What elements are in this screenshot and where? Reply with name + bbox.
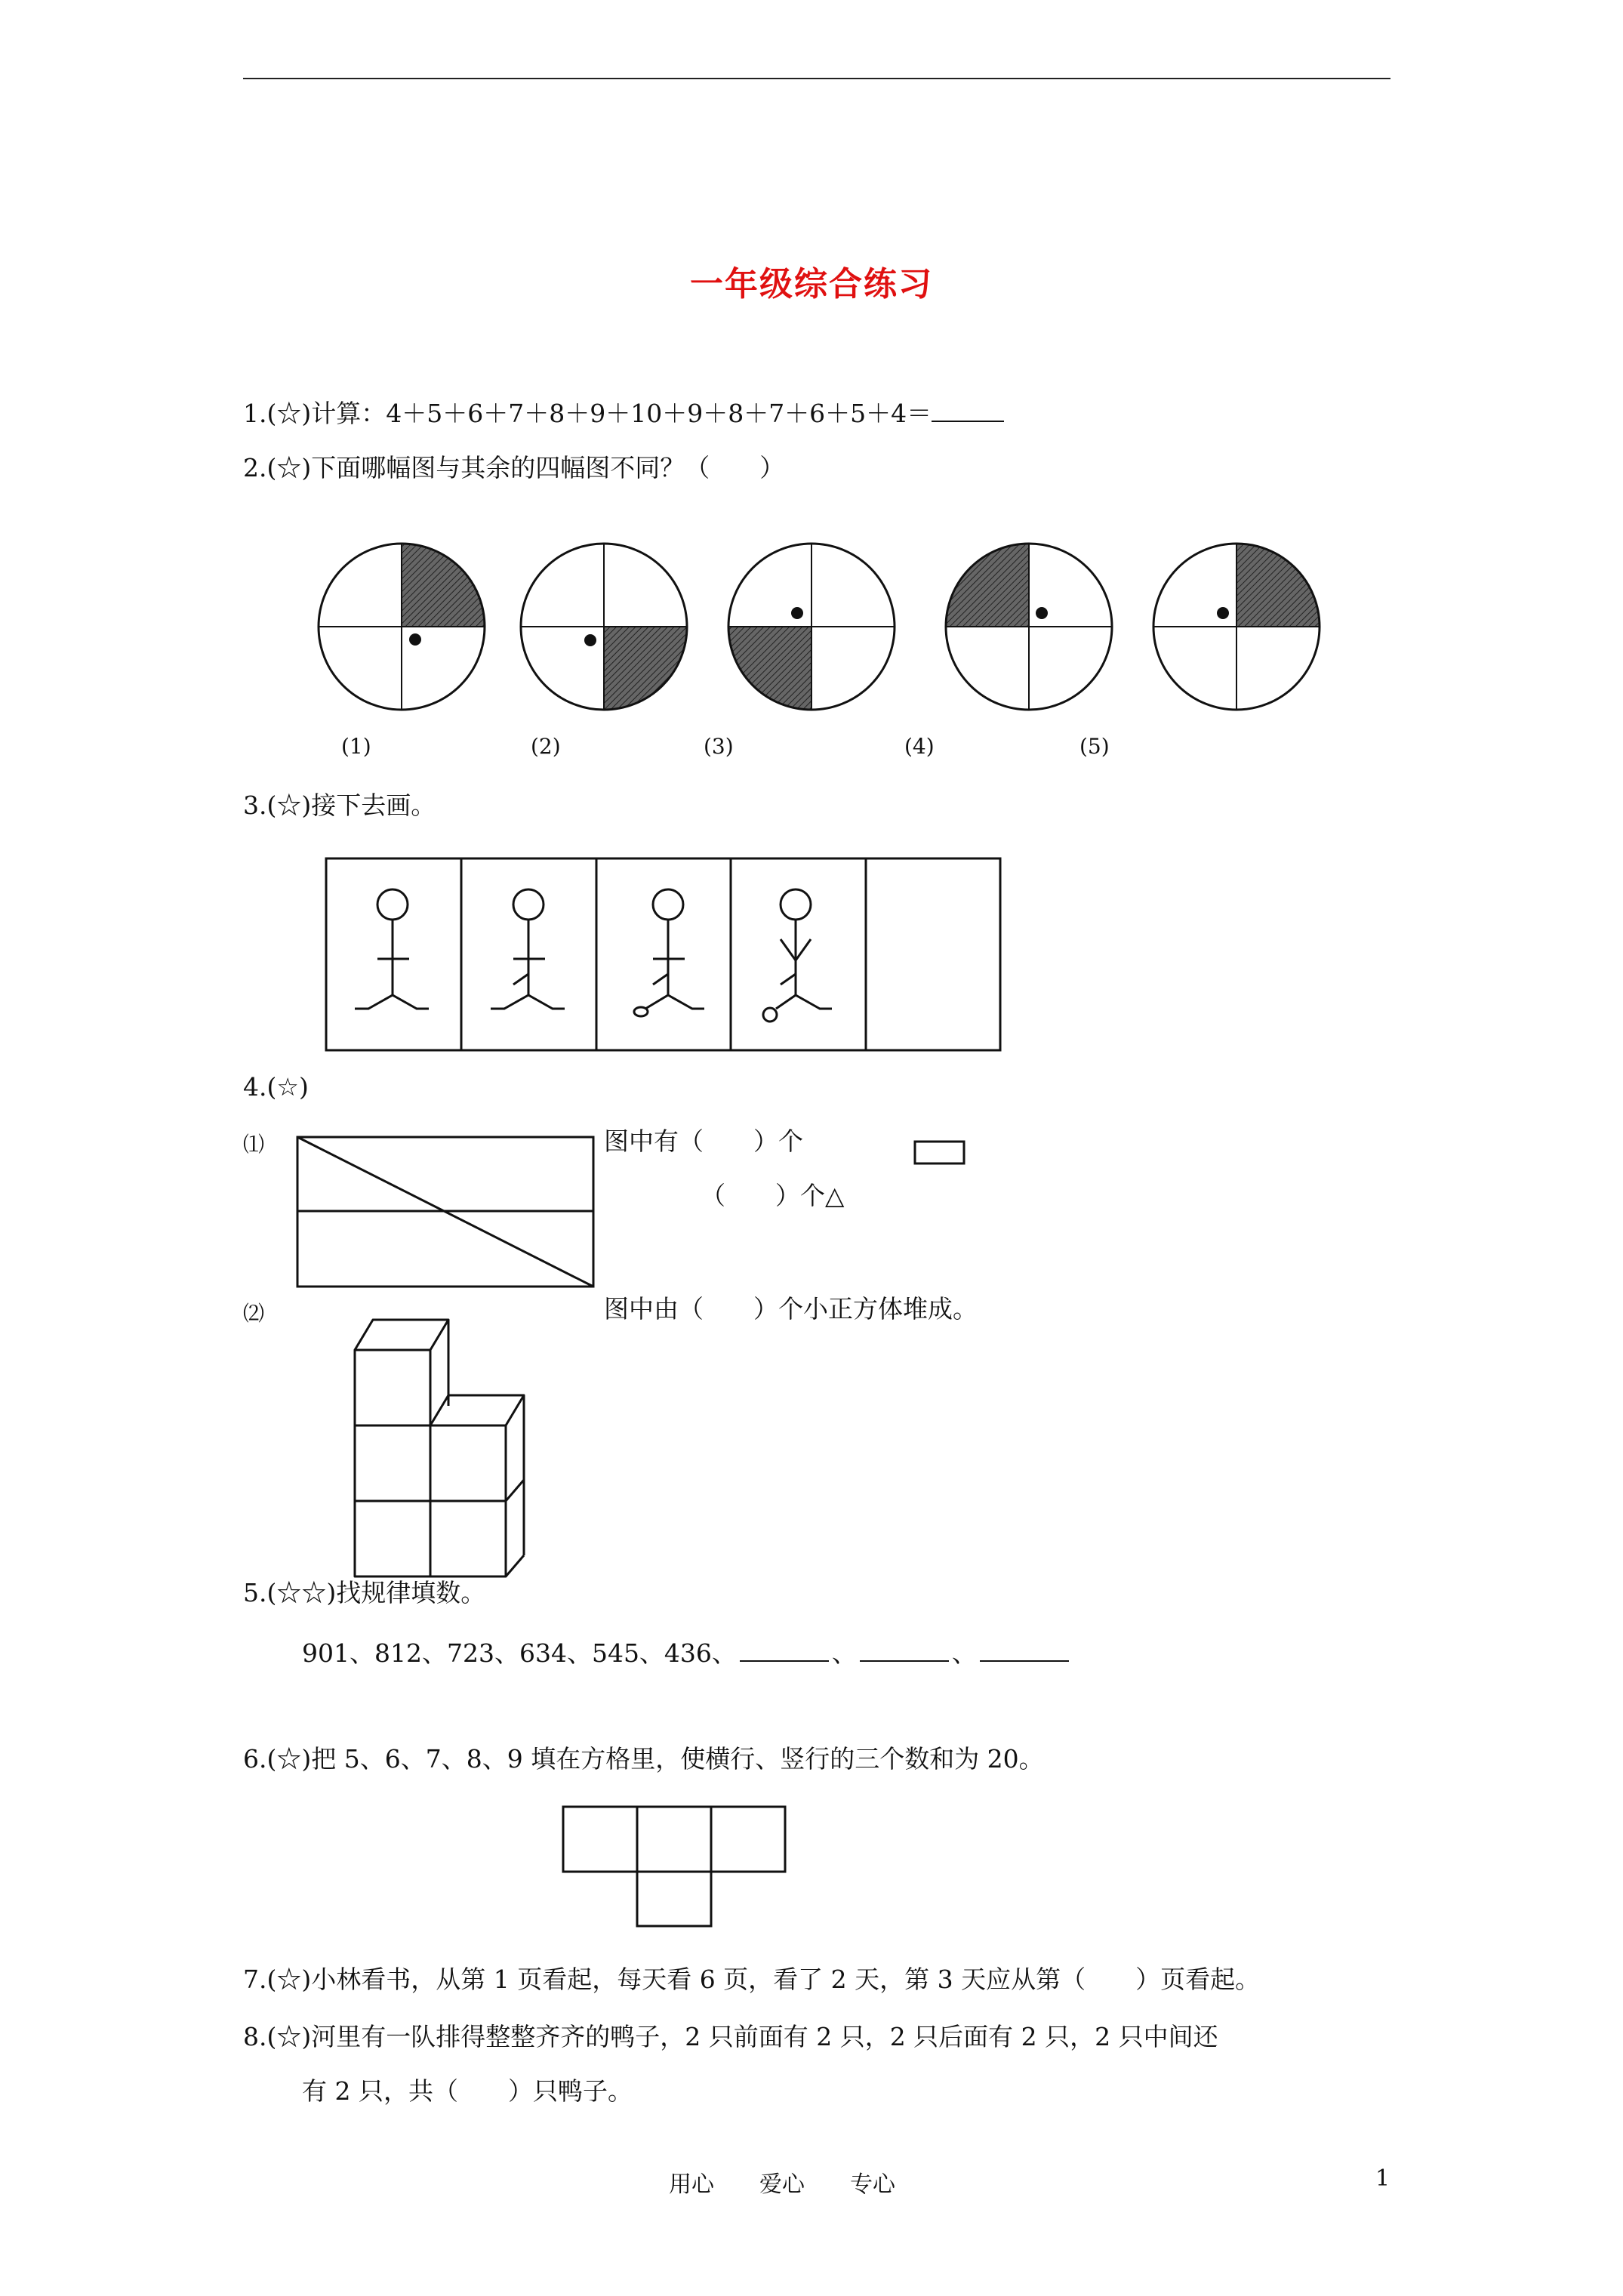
sub-question-2-line-1: 图中由（ ）个小正方体堆成。 [604,1294,978,1324]
sub-question-1-line-1: 图中有（ ）个 [604,1126,803,1156]
question-1-text: 1.(☆)计算：4＋5＋6＋7＋8＋9＋10＋9＋8＋7＋6＋5＋4＝ [243,399,932,428]
grid-cell-3 [711,1807,785,1872]
grid-cell-1 [563,1807,637,1872]
footer-motto: 用心 爱心 专心 [669,2171,895,2198]
sub-question-1-line-2: （ ）个△ [701,1181,845,1210]
grid-cell-4 [637,1872,711,1926]
sub-question-1-label: ⑴ [243,1132,265,1157]
question-5-text: 5.(☆☆)找规律填数。 [243,1578,486,1607]
circle-label-5: (5) [1079,734,1110,759]
circle-label-2: (2) [531,734,561,759]
page-number: 1 [1375,2165,1390,2192]
circle-label-1: (1) [341,734,371,759]
grid-cell-2 [637,1807,711,1872]
page-title: 一年级综合练习 [690,265,933,304]
question-8-line-2: 有 2 只，共（ ）只鸭子。 [302,2076,633,2106]
sequence-values: 901、812、723、634、545、436、 [302,1638,737,1668]
circle-label-4: (4) [904,734,935,759]
question-7-text: 7.(☆)小林看书，从第 1 页看起，每天看 6 页，看了 2 天，第 3 天应从第（ ）页看起。 [243,1965,1261,1994]
separator: 、 [951,1638,977,1668]
question-3-text: 3.(☆)接下去画。 [243,791,436,820]
question-8-line-1: 8.(☆)河里有一队排得整整齐齐的鸭子，2 只前面有 2 只，2 只后面有 2 只，2 只中间还 [243,2022,1218,2051]
separator: 、 [831,1638,857,1668]
circle-label-3: (3) [704,734,734,759]
sub-question-2-label: ⑵ [243,1301,265,1326]
question-2-text: 2.(☆)下面哪幅图与其余的四幅图不同？（ ） [243,453,785,482]
question-4-text: 4.(☆) [243,1072,309,1102]
question-6-text: 6.(☆)把 5、6、7、8、9 填在方格里，使横行、竖行的三个数和为 20。 [243,1744,1044,1774]
